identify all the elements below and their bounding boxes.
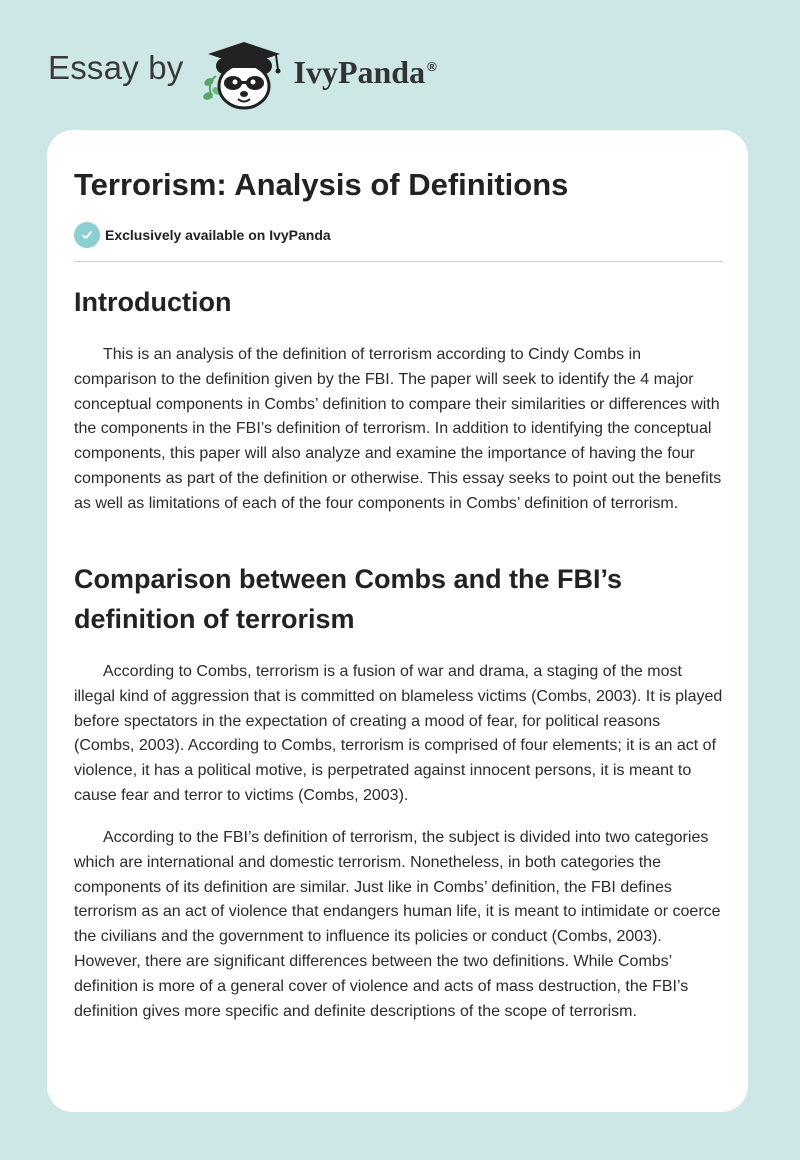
- paragraph-introduction: This is an analysis of the definition of terrorism according to Cindy Combs in comparison to the definition given by the FBI. The paper will seek to identify the 4 major conceptual components in Combs’ definition to compare their similarities or differences with the components in the FBI’s definition of terrorism. In addition to identifying the conceptual components, this paper will also analyze and examine the importance of having the four components as part of the definition or otherwise. This essay seeks to point out the benefits as well as limitations of each of the four components in Combs’ definition of terrorism.: [74, 346, 722, 512]
- brand-name: IvyPanda ®: [293, 53, 437, 90]
- ivypanda-logo[interactable]: [198, 36, 437, 112]
- brand-prefix: Essay by: [48, 49, 184, 86]
- exclusive-badge-text: Exclusively available on IvyPanda: [105, 227, 331, 243]
- essay-title: Terrorism: Analysis of Definitions: [74, 167, 569, 202]
- paragraph-comparison-2: According to the FBI’s definition of terrorism, the subject is divided into two categories which are international and domestic terrorism. Nonetheless, in both categories the components of its definition are similar. Just like in Combs’ definition, the FBI defines terrorism as an act of violence that endangers human life, it is meant to intimidate or coerce the civilians and the government to influence its policies or conduct (Combs, 2003). However, there are significant differences between the two definitions. While Combs’ definition is more of a general cover of violence and acts of mass destruction, the FBI’s definition gives more specific and definite descriptions of the scope of terrorism.: [74, 829, 721, 1020]
- title-divider: [74, 261, 723, 262]
- panda-mascot-icon: [198, 36, 288, 112]
- site-header: [48, 34, 437, 114]
- registered-mark: ®: [427, 58, 437, 74]
- essay-card: [47, 130, 748, 1112]
- check-circle-icon: [74, 222, 100, 248]
- exclusive-badge: [74, 222, 331, 248]
- section-heading-introduction: Introduction: [74, 287, 232, 317]
- paragraph-comparison-1: According to Combs, terrorism is a fusion of war and drama, a staging of the most illegal kind of aggression that is committed on blameless victims (Combs, 2003). It is played before spectators in the expectation of creating a mood of fear, for political reasons (Combs, 2003). According to Combs, terrorism is comprised of four elements; it is an act of violence, it has a political motive, is perpetrated against innocent persons, it is meant to cause fear and terror to victims (Combs, 2003).: [74, 663, 723, 804]
- section-heading-comparison: Comparison between Combs and the FBI’s definition of terrorism: [74, 564, 623, 634]
